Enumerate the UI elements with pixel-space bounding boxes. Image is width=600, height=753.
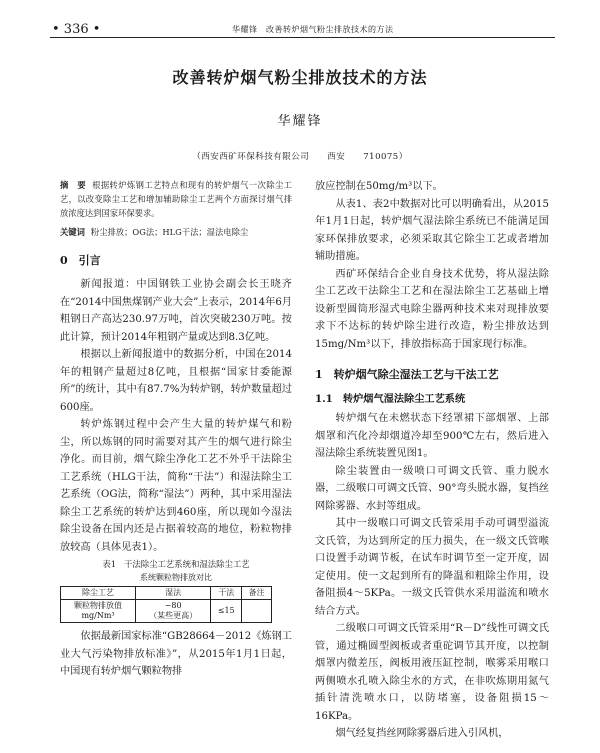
paragraph: 转炉烟气在未燃状态下经罩裙下部烟罩、上部烟罩和汽化冷却烟道冷却至900℃左右，然后进入湿法除尘系统装置见图1。	[315, 413, 549, 459]
table-caption	[60, 558, 292, 571]
paragraph: 西矿环保结合企业自身技术优势，将从湿法除尘工艺改干法除尘工艺和在湿法除尘工艺基础上增设新型圆筒形湿式电除尘器两种技术来对现排放要求下不达标的转炉除尘进行改造，粉尘排放达到15mg/Nm³以下，排放指标高于国家现行标准。	[315, 268, 549, 350]
table-header-cell: 湿法	[136, 587, 211, 600]
wet-note: （某些更高）	[149, 611, 198, 621]
paragraph: 依据最新国家标准“GB28664－2012《炼钢工业大气污染物排放标准》”，从2015年1月1日起，中国现有转炉烟气颗粒物排	[60, 631, 292, 678]
table-caption-line2: 系统颗粒物排放对比	[140, 573, 212, 583]
paragraph: 烟气经复挡丝网除雾器后进入引风机，	[335, 728, 509, 739]
article-title: 改善转炉烟气粉尘排放技术的方法	[172, 68, 428, 87]
left-column	[60, 178, 292, 681]
paragraph-continuation: 放应控制在50mg/m³以下。	[315, 181, 443, 192]
paragraph: 根据以上新闻报道中的数据分析，中国在2014年的粗钢产量超过8亿吨，且根据“国家甘委能源所”的统计，其中有87.7%为转炉钢，转炉数量超过600座。	[60, 349, 292, 413]
emission-table	[60, 586, 272, 623]
row-unit: mg/Nm³	[81, 611, 115, 621]
paragraph: 从表1、表2中数据对比可以明确看出，从2015年1月1日起，转炉烟气湿法除尘系统已不能满足国家环保排放要求，必须采取其它除尘工艺或者增加辅助措施。	[315, 198, 549, 262]
abstract-text: 根据转炉炼钢工艺特点和现有的转炉烟气一次除尘工艺，以改变除尘工艺和增加辅助除尘工艺两个方面探讨烟气排放浓度达到国家环保要求。	[60, 180, 292, 219]
section-0-heading: 0 引言	[60, 253, 101, 267]
keywords-text: 粉尘排放；OG法；HLG干法；湿法电除尘	[90, 226, 249, 237]
paragraph: 其中一级喉口可调文氏管采用手动可调型溢流文氏管，为达到所定的压力损失，在一级文氏管喉口设置手动调节板，在试车时调节至一定开度，固定使用。使一文起到所有的降温和粗除尘作用，设备阻损4～5KPa。一级文氏管供水采用溢流和喷水结合方式。	[315, 518, 549, 617]
subsection-1-1-heading: 1.1 转炉烟气湿法除尘工艺系统	[315, 392, 466, 405]
table-header-row	[61, 587, 272, 600]
keywords	[60, 225, 292, 239]
table-header-cell: 干法	[211, 587, 242, 600]
abstract	[60, 178, 292, 221]
table-row	[61, 600, 272, 623]
table-header-cell: 备注	[242, 587, 272, 600]
abstract-label: 摘 要	[60, 180, 87, 190]
section-1-heading: 1 转炉烟气除尘湿法工艺与干法工艺	[315, 368, 499, 381]
table-header-cell: 除尘工艺	[61, 587, 136, 600]
article-author: 华耀锋	[277, 114, 323, 129]
table-cell	[242, 600, 272, 623]
article-affiliation: （西安西矿环保科技有限公司 西安 710075）	[192, 152, 408, 162]
table-number: 表1	[102, 559, 117, 570]
right-column	[315, 178, 549, 743]
running-title: 华耀锋 改善转炉烟气粉尘排放技术的方法	[232, 25, 394, 34]
table-caption-text: 干法除尘工艺系统和湿法除尘工艺	[124, 559, 250, 570]
keywords-label: 关键词	[60, 226, 85, 237]
header-rule	[50, 37, 555, 38]
wet-value: ~80	[164, 601, 182, 611]
row-label: 颗粒物排放值	[74, 601, 123, 611]
paragraph: 除尘装置由一级喷口可调文氏管、重力脱水器，二级喉口可调文氏管、90°弯头脱水器，复挡丝网除雾器、水封等组成。	[315, 465, 549, 512]
table-cell	[61, 600, 136, 623]
paragraph: 转炉炼钢过程中会产生大量的转炉煤气和粉尘，所以炼钢的同时需要对其产生的烟气进行除尘净化。而目前，烟气除尘净化工艺不外乎干法除尘工艺系统（HLG干法，简称“干法”）和湿法除尘工艺系统（OG法，简称“湿法”）两种，其中采用湿法除尘工艺系统的转炉达到460座，所以现如今湿法除尘设备在国内还是占据着较高的地位，粉粒物排放较高（具体见表1）。	[60, 419, 292, 553]
page-number: • 336 •	[52, 22, 101, 37]
paragraph: 新闻报道：中国钢铁工业协会副会长王晓齐在“2014中国焦煤钢产业大会”上表示，2014年6月粗钢日产高达230.97万吨，首次突破230万吨。按此计算，预计2014年粗钢产量或达到8.3亿吨。	[60, 279, 292, 343]
paragraph: 二级喉口可调文氏管采用“R－D”线性可调文氏管，通过椭圆型阀板或者重砣调节其开度，以控制烟罩内微差压，阀板用液压缸控制，喉雾采用喉口两侧喷水孔喷入除尘水的方式，在非吹炼期用氮气插针清洗喷水口，以防堵塞，设备阻损15～16KPa。	[315, 623, 549, 722]
table-cell: ≤15	[211, 600, 242, 623]
table-cell	[136, 600, 211, 623]
